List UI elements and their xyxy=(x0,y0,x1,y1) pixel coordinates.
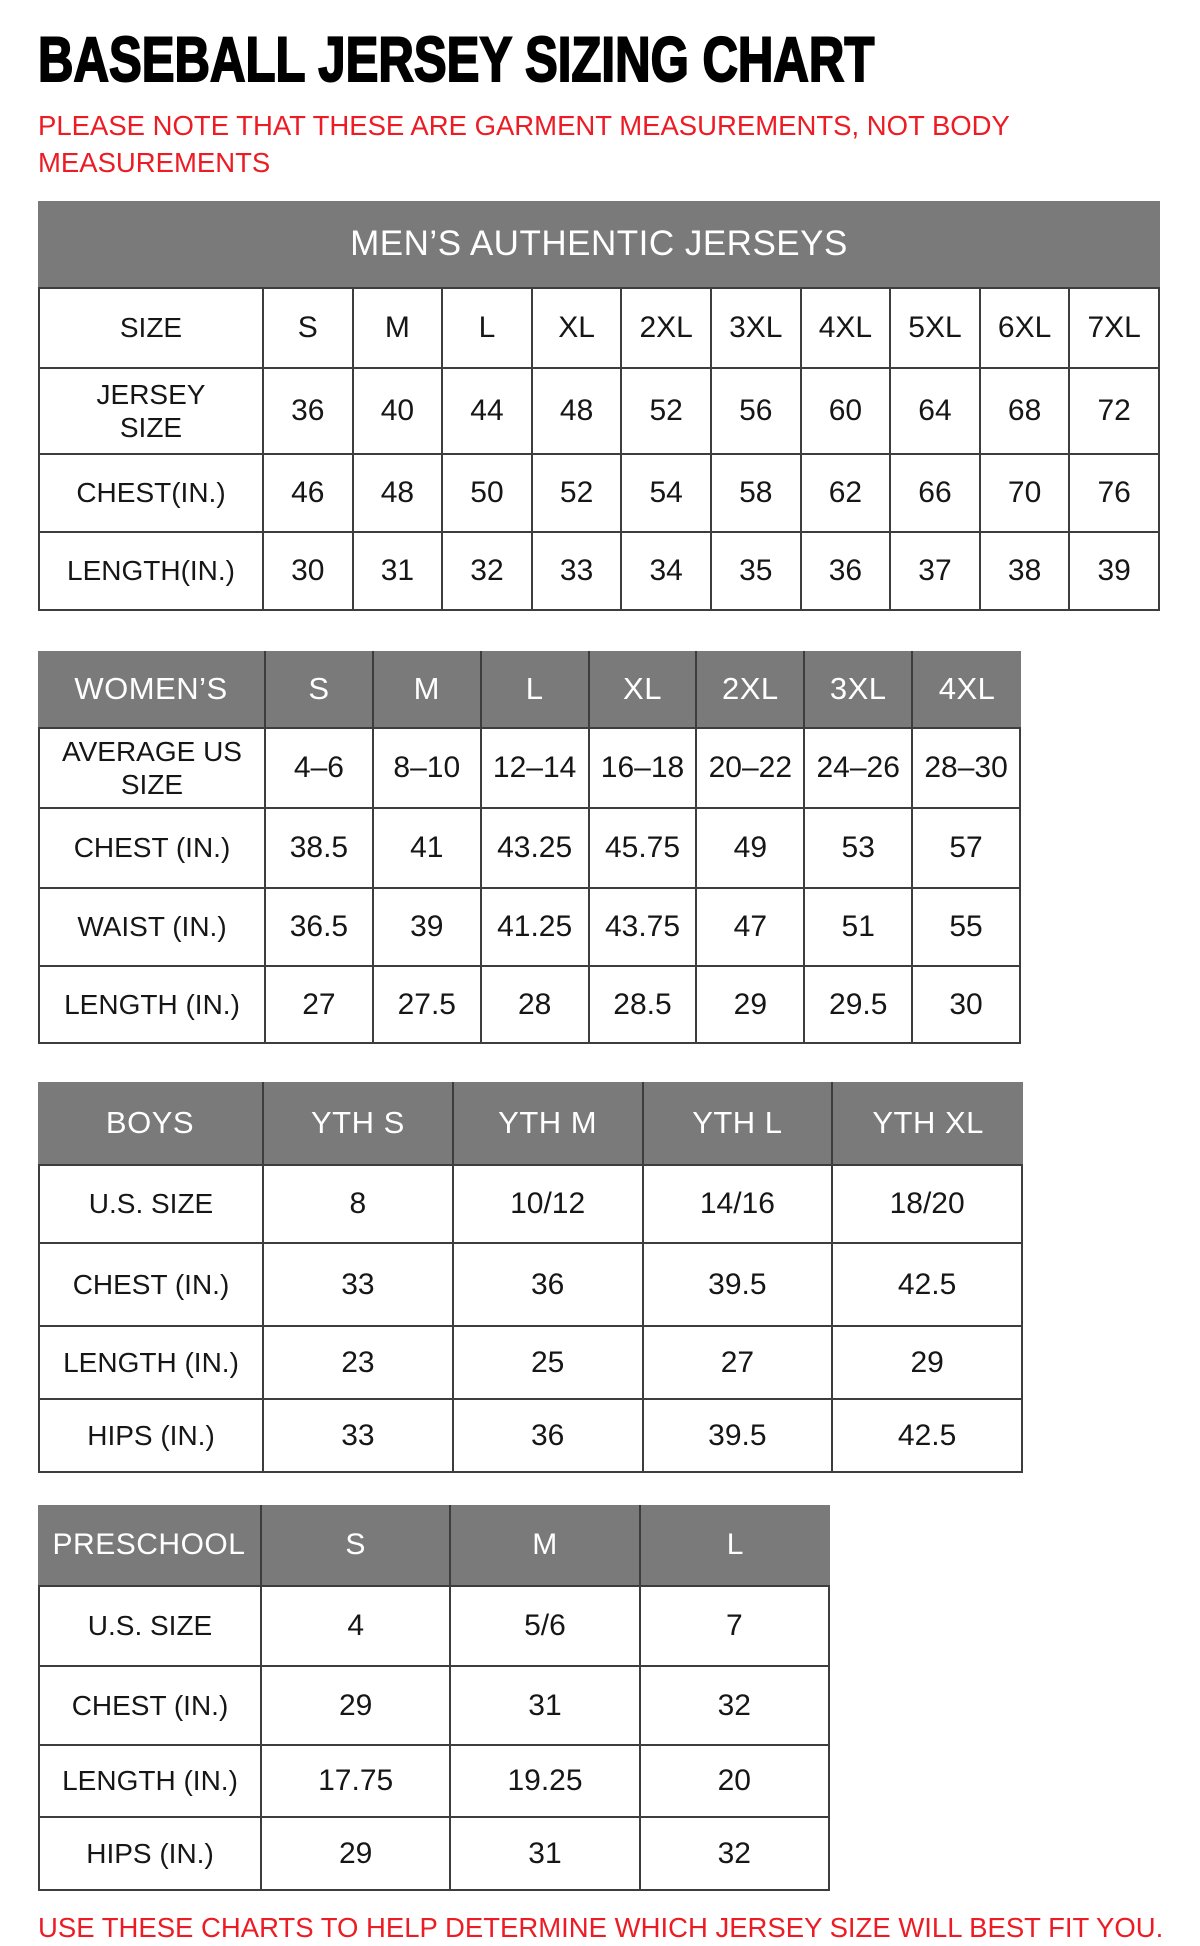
womens-row-0 xyxy=(38,729,1021,809)
value-cell: 32 xyxy=(443,533,533,611)
boys-header-label: BOYS xyxy=(38,1082,264,1164)
value-cell: 8–10 xyxy=(374,729,482,809)
row-label: WAIST (IN.) xyxy=(38,889,266,967)
value-cell: 27 xyxy=(266,967,374,1044)
value-cell: 39 xyxy=(1070,533,1160,611)
value-cell: 20–22 xyxy=(697,729,805,809)
value-cell: 46 xyxy=(264,455,354,533)
value-cell: 10/12 xyxy=(454,1166,644,1244)
value-cell: 43.25 xyxy=(482,809,590,889)
value-cell: 18/20 xyxy=(833,1166,1023,1244)
womens-row-1 xyxy=(38,809,1021,889)
value-cell: 12–14 xyxy=(482,729,590,809)
value-cell: 45.75 xyxy=(590,809,698,889)
value-cell: 43.75 xyxy=(590,889,698,967)
preschool-col-header-2: L xyxy=(641,1505,830,1585)
value-cell: 36 xyxy=(454,1400,644,1473)
preschool-sizing-table xyxy=(38,1505,830,1891)
mens-sizing-table xyxy=(38,201,1160,611)
value-cell: 5XL xyxy=(891,289,981,369)
value-cell: 51 xyxy=(805,889,913,967)
value-cell: 33 xyxy=(264,1400,454,1473)
mens-header-row xyxy=(38,201,1160,289)
boys-col-header-2: YTH L xyxy=(644,1082,834,1164)
value-cell: 54 xyxy=(622,455,712,533)
value-cell: 24–26 xyxy=(805,729,913,809)
value-cell: 17.75 xyxy=(262,1746,451,1818)
womens-header-row xyxy=(38,651,1021,729)
value-cell: 47 xyxy=(697,889,805,967)
mens-row-3 xyxy=(38,533,1160,611)
value-cell: 36 xyxy=(454,1244,644,1327)
value-cell: 31 xyxy=(354,533,444,611)
value-cell: 50 xyxy=(443,455,533,533)
row-label: LENGTH (IN.) xyxy=(38,1746,262,1818)
row-label: CHEST (IN.) xyxy=(38,1244,264,1327)
mens-row-2 xyxy=(38,455,1160,533)
row-label: CHEST (IN.) xyxy=(38,809,266,889)
value-cell: 30 xyxy=(264,533,354,611)
value-cell: 32 xyxy=(641,1667,830,1746)
value-cell: 28.5 xyxy=(590,967,698,1044)
boys-col-header-1: YTH M xyxy=(454,1082,644,1164)
boys-sizing-table xyxy=(38,1082,1023,1473)
womens-header-label: WOMEN’S xyxy=(38,651,266,727)
note-line-2: MEASUREMENTS xyxy=(38,147,271,178)
value-cell: 72 xyxy=(1070,369,1160,455)
value-cell: 57 xyxy=(913,809,1021,889)
womens-sizing-table xyxy=(38,651,1021,1044)
value-cell: 8 xyxy=(264,1166,454,1244)
womens-col-header-6: 4XL xyxy=(913,651,1021,727)
boys-row-1 xyxy=(38,1244,1023,1327)
value-cell: 39.5 xyxy=(644,1244,834,1327)
page-title xyxy=(38,25,1200,95)
value-cell: 44 xyxy=(443,369,533,455)
value-cell: 42.5 xyxy=(833,1400,1023,1473)
womens-col-header-4: 2XL xyxy=(697,651,805,727)
womens-col-header-1: M xyxy=(374,651,482,727)
value-cell: 30 xyxy=(913,967,1021,1044)
preschool-header-row xyxy=(38,1505,830,1587)
boys-row-0 xyxy=(38,1166,1023,1244)
value-cell: 38.5 xyxy=(266,809,374,889)
womens-col-header-5: 3XL xyxy=(805,651,913,727)
garment-measurement-note xyxy=(38,107,1200,181)
boys-col-header-3: YTH XL xyxy=(833,1082,1023,1164)
row-label: U.S. SIZE xyxy=(38,1587,262,1667)
mens-header-title: MEN’S AUTHENTIC JERSEYS xyxy=(38,201,1160,287)
value-cell: 36 xyxy=(264,369,354,455)
preschool-col-header-1: M xyxy=(451,1505,640,1585)
value-cell: 68 xyxy=(981,369,1071,455)
value-cell: 49 xyxy=(697,809,805,889)
preschool-col-header-0: S xyxy=(262,1505,451,1585)
value-cell: 14/16 xyxy=(644,1166,834,1244)
value-cell: 31 xyxy=(451,1818,640,1891)
value-cell: 23 xyxy=(264,1327,454,1400)
value-cell: 20 xyxy=(641,1746,830,1818)
value-cell: 53 xyxy=(805,809,913,889)
value-cell: 48 xyxy=(354,455,444,533)
row-label: JERSEY SIZE xyxy=(38,369,264,455)
value-cell: 33 xyxy=(533,533,623,611)
value-cell: 58 xyxy=(712,455,802,533)
value-cell: 76 xyxy=(1070,455,1160,533)
value-cell: 36.5 xyxy=(266,889,374,967)
value-cell: 29 xyxy=(833,1327,1023,1400)
mens-row-1 xyxy=(38,369,1160,455)
value-cell: 4XL xyxy=(802,289,892,369)
value-cell: 29 xyxy=(697,967,805,1044)
value-cell: 31 xyxy=(451,1667,640,1746)
size-charts xyxy=(38,201,1200,1891)
value-cell: 16–18 xyxy=(590,729,698,809)
value-cell: 41.25 xyxy=(482,889,590,967)
boys-row-3 xyxy=(38,1400,1023,1473)
value-cell: 29 xyxy=(262,1818,451,1891)
value-cell: 29.5 xyxy=(805,967,913,1044)
boys-header-row xyxy=(38,1082,1023,1166)
value-cell: 36 xyxy=(802,533,892,611)
page-title-text: BASEBALL JERSEY SIZING CHART xyxy=(38,25,875,95)
value-cell: XL xyxy=(533,289,623,369)
note-line-1: PLEASE NOTE THAT THESE ARE GARMENT MEASUREMENTS, NOT BODY xyxy=(38,110,1010,141)
value-cell: 66 xyxy=(891,455,981,533)
value-cell: 56 xyxy=(712,369,802,455)
womens-row-2 xyxy=(38,889,1021,967)
row-label: AVERAGE US SIZE xyxy=(38,729,266,809)
value-cell: 28 xyxy=(482,967,590,1044)
preschool-header-label: PRESCHOOL xyxy=(38,1505,262,1585)
womens-col-header-3: XL xyxy=(590,651,698,727)
value-cell: 3XL xyxy=(712,289,802,369)
row-label: CHEST(IN.) xyxy=(38,455,264,533)
row-label: SIZE xyxy=(38,289,264,369)
value-cell: 19.25 xyxy=(451,1746,640,1818)
value-cell: 35 xyxy=(712,533,802,611)
value-cell: 25 xyxy=(454,1327,644,1400)
value-cell: M xyxy=(354,289,444,369)
value-cell: 27 xyxy=(644,1327,834,1400)
value-cell: 4 xyxy=(262,1587,451,1667)
value-cell: 7 xyxy=(641,1587,830,1667)
value-cell: 2XL xyxy=(622,289,712,369)
value-cell: 4–6 xyxy=(266,729,374,809)
mens-row-0 xyxy=(38,289,1160,369)
value-cell: 41 xyxy=(374,809,482,889)
value-cell: 37 xyxy=(891,533,981,611)
value-cell: 70 xyxy=(981,455,1071,533)
value-cell: 42.5 xyxy=(833,1244,1023,1327)
row-label: HIPS (IN.) xyxy=(38,1400,264,1473)
preschool-row-2 xyxy=(38,1746,830,1818)
boys-col-header-0: YTH S xyxy=(264,1082,454,1164)
footer-note: USE THESE CHARTS TO HELP DETERMINE WHICH JERSEY SIZE WILL BEST FIT YOU. xyxy=(38,1912,1164,1943)
value-cell: 27.5 xyxy=(374,967,482,1044)
value-cell: 52 xyxy=(622,369,712,455)
row-label: LENGTH (IN.) xyxy=(38,1327,264,1400)
value-cell: 5/6 xyxy=(451,1587,640,1667)
womens-col-header-2: L xyxy=(482,651,590,727)
value-cell: 64 xyxy=(891,369,981,455)
preschool-row-0 xyxy=(38,1587,830,1667)
value-cell: 52 xyxy=(533,455,623,533)
value-cell: 33 xyxy=(264,1244,454,1327)
value-cell: 39.5 xyxy=(644,1400,834,1473)
value-cell: 39 xyxy=(374,889,482,967)
preschool-row-3 xyxy=(38,1818,830,1891)
value-cell: 34 xyxy=(622,533,712,611)
preschool-row-1 xyxy=(38,1667,830,1746)
value-cell: 48 xyxy=(533,369,623,455)
value-cell: 40 xyxy=(354,369,444,455)
value-cell: 6XL xyxy=(981,289,1071,369)
value-cell: 32 xyxy=(641,1818,830,1891)
value-cell: L xyxy=(443,289,533,369)
value-cell: 55 xyxy=(913,889,1021,967)
value-cell: 29 xyxy=(262,1667,451,1746)
womens-col-header-0: S xyxy=(266,651,374,727)
value-cell: 38 xyxy=(981,533,1071,611)
boys-row-2 xyxy=(38,1327,1023,1400)
row-label: U.S. SIZE xyxy=(38,1166,264,1244)
womens-row-3 xyxy=(38,967,1021,1044)
row-label: CHEST (IN.) xyxy=(38,1667,262,1746)
value-cell: 7XL xyxy=(1070,289,1160,369)
value-cell: 60 xyxy=(802,369,892,455)
value-cell: 28–30 xyxy=(913,729,1021,809)
row-label: LENGTH (IN.) xyxy=(38,967,266,1044)
value-cell: 62 xyxy=(802,455,892,533)
row-label: LENGTH(IN.) xyxy=(38,533,264,611)
value-cell: S xyxy=(264,289,354,369)
row-label: HIPS (IN.) xyxy=(38,1818,262,1891)
